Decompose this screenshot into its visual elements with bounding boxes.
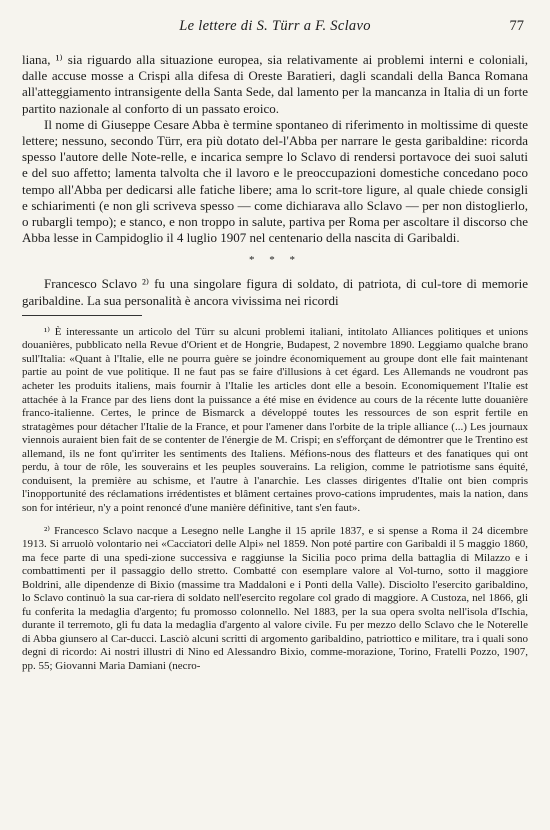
footnotes [22, 326, 528, 674]
running-title: Le lettere di S. Türr a F. Sclavo [179, 18, 371, 34]
main-text [22, 52, 528, 674]
paragraph: Francesco Sclavo ²⁾ fu una singolare figura di soldato, di patriota, di cul-tore di memorie garibaldine. La sua personalità è ancora vivissima nei ricordi [22, 276, 528, 308]
paragraph: Il nome di Giuseppe Cesare Abba è termine spontaneo di riferimento in moltissime di queste lettere; nessuno, secondo Türr, era più dotato del-l'Abba per narrare le gesta garibaldine: ricorda spesso l'autore delle Note-relle, e incarica sempre lo Sclavo di rendersi portavoce dei suoi saluti e del suo affetto; lamenta talvolta che il lavoro e le preoccupazioni domestiche concedano poco tempo all'Abba per dedicarsi alle fatiche libere; ama lo scrit-tore ligure, al quale chiede consigli e schiarimenti (e non gli scriveva spesso — come dichiarava allo Sclavo — per non distoglierlo, o rubargli tempo); e stanco, e non troppo in salute, partiva per Roma per ascoltare il discorso che Abba lesse in Campidoglio il 4 luglio 1907 nel centenario della nascita di Garibaldi. [22, 116, 528, 246]
page-header [22, 18, 528, 38]
section-separator: * * * [249, 254, 301, 267]
paragraph: liana, ¹⁾ sia riguardo alla situazione europea, sia relativamente ai problemi interni e coloniali, dalle accuse mosse a Crispi alla difesa di Oreste Baratieri, dagli scandali della Banca Romana all'atteggiamento intransigente della Santa Sede, dal lamento per la mancanza in Italia di un forte partito nazionale al conforto di un passato eroico. [22, 52, 528, 116]
footnote: ¹⁾ È interessante un articolo del Türr su alcuni problemi italiani, intitolato Alliances politiques et unions douanières, pubblicato nella Revue d'Orient et de Hongrie, Budapest, 2 novembre 1890. Leggiamo qualche brano sull'Italia: «Quant à l'Italie, elle ne pourra guère se joindre économiquement au groupe dont elle fait maintenant partie au point de vue politique. Il ne faut pas se faire d'illusions à cet égard. Les Allemands ne voudront pas acheter les produits italiens, mais fournir à l'Italie les articles dont elle a besoin. Economiquement l'Italie est attachée à la France par des liens dont la puissance a été mise en évidence au cours de la récente lutte douanière franco-italienne. Certes, le prince de Bismarck a développé toutes les ressources de son esprit fertile en stratagèmes pour détacher l'Italie de la France, et pour l'amener dans l'orbite de la triple alliance (...) Les journaux viennois auraient bien fait de se contenter de l'énergie de M. Crispi; en s'efforçant de démontrer que le Trentino est allemand, ils ne font qu'irriter les sentiments des Italiens. Méfions-nous des flatteurs et des fanatiques qui ont perdu, à tour de rôle, les souverains et les peuples souverains. La religion, comme le patriotisme sans équité, conduisent, la première au schisme, et l'autre à l'anarchie. Les classes dirigentes d'Italie ont bien compris l'inopportunité des réclamations irrédentistes et blâment certaines provo-cations imprudentes, mais la nation, dans son for intérieur, n'y a point renoncé d'une manière définitive, tant s'en faut». [22, 325, 528, 514]
page-number: 77 [509, 18, 524, 34]
footnote-rule [22, 315, 142, 316]
footnote: ²⁾ Francesco Sclavo nacque a Lesegno nelle Langhe il 15 aprile 1837, e si spense a Roma il 24 dicembre 1913. Si arruolò volontario nei «Cacciatori delle Alpi» nel 1859. Non poté partire con Garibaldi il 5 maggio 1860, ma fece parte di una spedi-zione successiva e raggiunse la Sicilia poco prima della battaglia di Milazzo e i combattimenti per il passaggio dello stretto. Combatté con esemplare valore al Vol-turno, sotto il maggiore Boldrini, alle dipendenze di Bixio (massime tra Maddaloni e i Ponti della Valle). Disciolto l'esercito garibaldino, lo Sclavo continuò la sua car-riera di soldato nell'esercito regolare col grado di maggiore. A Custoza, nel 1866, gli fu conferita la medaglia d'argento; fu promosso colonnello. Nel 1883, per la sua opera svolta nell'isola d'Ischia, durante il terremoto, gli fu data la medaglia d'argento al valore civile. Fu per mezzo dello Sclavo che le Noterelle di Abba giunsero al Car-ducci. Lasciò alcuni scritti di argomento garibaldino, patriottico e militare, tra i quali sono degni di ricordo: Ai nostri illustri di Nino ed Alessandro Bixio, comme-morazione, Torino, Fratelli Pozzo, 1907, pp. 55; Giovanni Maria Damiani (necro- [22, 524, 528, 672]
